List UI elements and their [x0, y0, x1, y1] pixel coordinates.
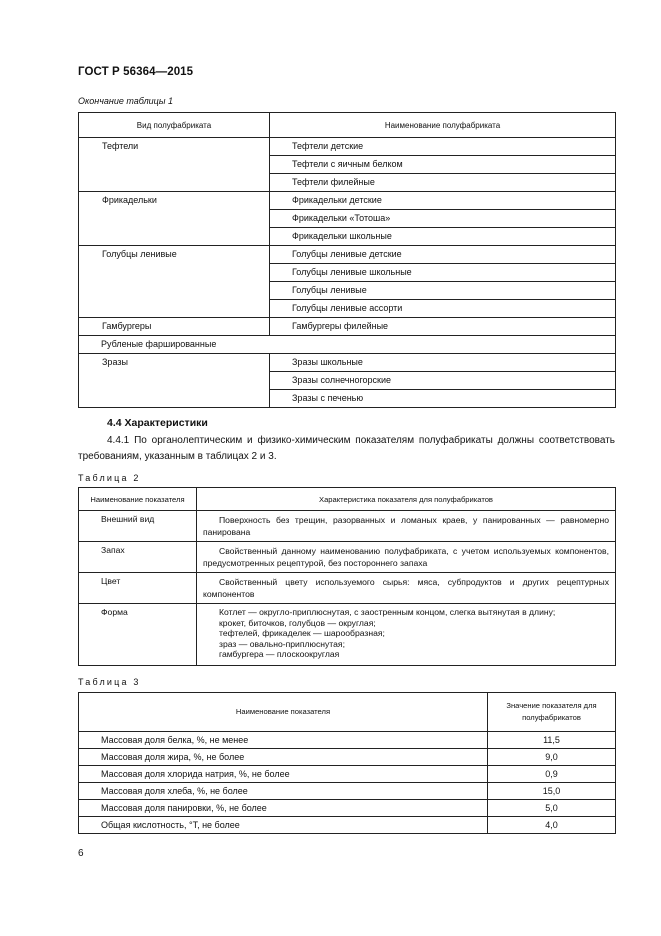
table-row	[79, 138, 616, 156]
table-row	[79, 749, 616, 766]
table1-kind-cell: Тефтели	[79, 138, 270, 192]
table3	[78, 692, 616, 834]
table1-item-cell: Тефтели филейные	[270, 174, 616, 192]
table3-name-cell: Массовая доля белка, %, не менее	[79, 732, 488, 749]
table1-kind-cell: Фрикадельки	[79, 192, 270, 246]
table3-value-cell: 15,0	[488, 783, 616, 800]
table1-item-cell: Фрикадельки школьные	[270, 228, 616, 246]
table3-value-cell: 0,9	[488, 766, 616, 783]
table2-value-text: Свойственный цвету используемого сырья: мяса, субпродуктов и других рецептурных компонентов	[203, 577, 609, 599]
table1-item-cell: Голубцы ленивые	[270, 282, 616, 300]
table1-kind-cell: Рубленые фаршированные	[79, 336, 616, 354]
table-row	[79, 800, 616, 817]
table1-item-cell: Фрикадельки «Тотоша»	[270, 210, 616, 228]
paragraph-text: 4.4.1 По органолептическим и физико-химическим показателям полуфабрикаты должны соответствовать требованиям, указанным в таблицах 2 и 3.	[78, 435, 615, 462]
table1-item-cell: Тефтели детские	[270, 138, 616, 156]
page-number: 6	[78, 848, 84, 859]
table3-value-cell: 4,0	[488, 817, 616, 834]
table1-item-cell: Голубцы ленивые детские	[270, 246, 616, 264]
table2-value-cell	[197, 542, 616, 573]
form-line: крокет, биточков, голубцов — округлая;	[219, 617, 376, 628]
table3-header-row	[79, 693, 616, 732]
table-row	[79, 817, 616, 834]
table2-value-text: Свойственный данному наименованию полуфабриката, с учетом используемых компонентов, предусмотренных рецептурой, без постороннего запаха	[203, 546, 609, 568]
table3-value-cell: 9,0	[488, 749, 616, 766]
table2-form-cell	[197, 604, 616, 666]
table2-name-cell: Запах	[79, 542, 197, 573]
table1	[78, 112, 616, 408]
table-row	[79, 766, 616, 783]
table3-value-cell: 11,5	[488, 732, 616, 749]
table2	[78, 487, 616, 666]
form-line: зраз — овально-приплюснутая;	[219, 638, 345, 649]
table-row	[79, 732, 616, 749]
table1-item-cell: Тефтели с яичным белком	[270, 156, 616, 174]
table-row	[79, 604, 616, 666]
table3-name-cell: Массовая доля хлеба, %, не более	[79, 783, 488, 800]
table1-col-header: Вид полуфабриката	[79, 113, 270, 138]
table2-caption: Таблица 2	[78, 473, 141, 483]
table-row	[79, 354, 616, 372]
table3-caption: Таблица 3	[78, 677, 141, 687]
table2-name-cell: Цвет	[79, 573, 197, 604]
table-row	[79, 192, 616, 210]
table3-value-cell: 5,0	[488, 800, 616, 817]
table1-caption: Окончание таблицы 1	[78, 96, 173, 106]
table2-value-text: Поверхность без трещин, разорванных и ломаных краев, у панированных — равномерно панирована	[203, 515, 609, 537]
table-row	[79, 542, 616, 573]
table-row	[79, 246, 616, 264]
table1-header-row	[79, 113, 616, 138]
table2-name-cell: Форма	[79, 604, 197, 666]
table3-col-header: Значение показателя для полуфабрикатов	[488, 693, 616, 732]
table-row	[79, 783, 616, 800]
table2-col-header: Характеристика показателя для полуфабрикатов	[197, 488, 616, 511]
table2-col-header: Наименование показателя	[79, 488, 197, 511]
table3-name-cell: Массовая доля панировки, %, не более	[79, 800, 488, 817]
table-row	[79, 573, 616, 604]
table1-col-header: Наименование полуфабриката	[270, 113, 616, 138]
table-row	[79, 336, 616, 354]
form-line: гамбургера — плоскоокруглая	[219, 649, 340, 659]
table1-kind-cell: Голубцы ленивые	[79, 246, 270, 318]
table1-item-cell: Зразы солнечногорские	[270, 372, 616, 390]
table1-item-cell: Голубцы ленивые ассорти	[270, 300, 616, 318]
section-paragraph	[78, 433, 615, 464]
table3-name-cell: Массовая доля жира, %, не более	[79, 749, 488, 766]
table3-name-cell: Массовая доля хлорида натрия, %, не более	[79, 766, 488, 783]
table1-item-cell: Гамбургеры филейные	[270, 318, 616, 336]
table2-value-cell	[197, 511, 616, 542]
table-row	[79, 318, 616, 336]
table1-kind-cell: Зразы	[79, 354, 270, 408]
table1-item-cell: Зразы школьные	[270, 354, 616, 372]
table2-header-row	[79, 488, 616, 511]
form-line: тефтелей, фрикаделек — шарообразная;	[219, 628, 385, 638]
table-row	[79, 511, 616, 542]
table2-name-cell: Внешний вид	[79, 511, 197, 542]
section-heading: 4.4 Характеристики	[107, 417, 208, 429]
table1-kind-cell: Гамбургеры	[79, 318, 270, 336]
table1-item-cell: Зразы с печенью	[270, 390, 616, 408]
table2-value-cell	[197, 573, 616, 604]
table3-col-header: Наименование показателя	[79, 693, 488, 732]
table3-name-cell: Общая кислотность, °Т, не более	[79, 817, 488, 834]
table1-item-cell: Фрикадельки детские	[270, 192, 616, 210]
table1-item-cell: Голубцы ленивые школьные	[270, 264, 616, 282]
document-header: ГОСТ Р 56364—2015	[78, 66, 194, 78]
form-line: Котлет — округло-приплюснутая, с заостренным концом, слегка вытянутая в длину;	[219, 607, 556, 617]
